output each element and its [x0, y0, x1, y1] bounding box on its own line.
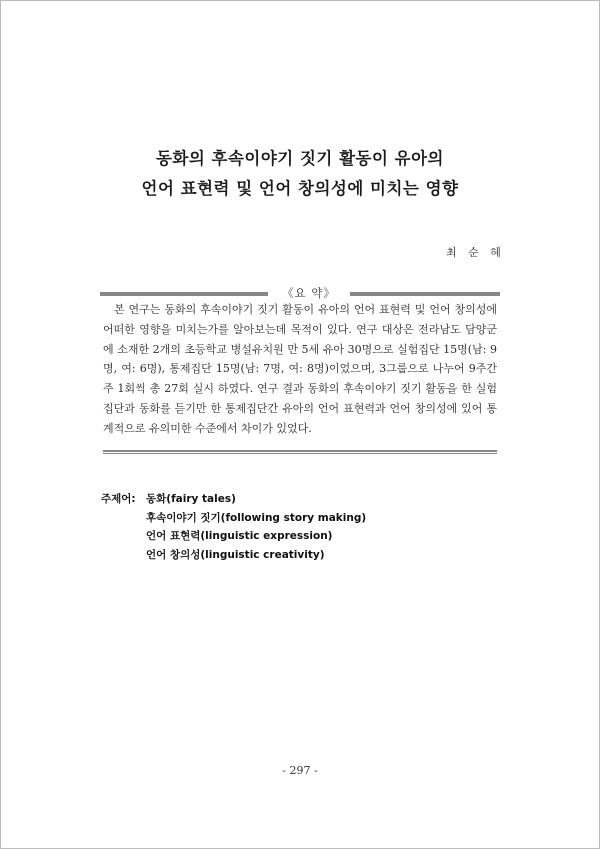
paper-title-line-2: 언어 표현력 및 언어 창의성에 미치는 영향	[141, 179, 459, 198]
paper-title-line-1: 동화의 후속이야기 짓기 활동이 유아의	[155, 149, 444, 168]
keyword-row	[101, 490, 366, 509]
abstract-rule-right	[350, 292, 500, 296]
keyword-item: 언어 표현력(linguistic expression)	[146, 530, 333, 542]
abstract-heading: 《요 약》	[282, 286, 336, 300]
author-name: 최 순 혜	[446, 246, 505, 259]
keyword-item: 후속이야기 짓기(following story making)	[146, 511, 367, 524]
abstract-rule-bottom	[103, 450, 497, 454]
abstract-rule-left	[100, 292, 268, 296]
keywords-block	[101, 490, 366, 564]
keywords-label: 주제어:	[101, 493, 136, 505]
keyword-item: 언어 창의성(linguistic creativity)	[146, 548, 325, 561]
page-number: - 297 -	[282, 764, 318, 777]
abstract-body: 본 연구는 동화의 후속이야기 짓기 활동이 유아의 언어 표현력 및 언어 창의성에 어떠한 영향을 미치는가를 알아보는데 목적이 있다. 연구 대상은 전라남도 담양군에 소재한 2개의 초등학교 병설유치원 만 5세 유아 30명으로 실험집단 15명(남: 9명, 여: 6명), 통제집단 15명(남: 7명, 여: 8명)이었으며, 3그룹으로 나누어 9주간 주 1회씩 총 27회 실시 하였다. 연구 결과 동화의 후속이야기 짓기 활동을 한 실험집단과 동화를 듣기만 한 통제집단간 유아의 언어 표현력과 언어 창의성에 있어 통계적으로 유의미한 수준에서 차이가 있었다.	[103, 303, 497, 435]
keyword-item: 동화(fairy tales)	[146, 493, 236, 505]
